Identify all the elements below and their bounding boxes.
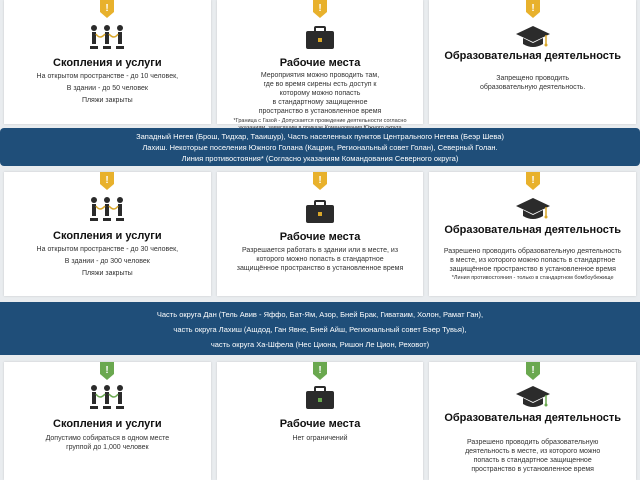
graduation-cap-icon <box>515 384 551 410</box>
gatherings-card-2 <box>4 172 211 296</box>
briefcase-icon <box>305 200 335 224</box>
card-body: На открытом пространстве - до 10 человек, В здании - до 50 человек Пляжи закрыты <box>36 73 179 104</box>
gatherings-card-1 <box>4 0 211 124</box>
briefcase-icon <box>305 26 335 50</box>
region-banner-2 <box>0 302 640 355</box>
svg-text:!: ! <box>531 3 535 14</box>
banner-line: Линия противостояния* (Согласно указаниям Командования Северного округа) <box>181 154 459 163</box>
section1-row <box>0 0 640 124</box>
warning-badge-icon <box>100 172 114 190</box>
banner-line: часть округа Ха-Шфела (Нес Циона, Ришон Ле Цион, Реховот) <box>210 340 430 349</box>
card-body: Запрещено проводить образовательную деятельность. <box>479 75 586 91</box>
svg-text:!: ! <box>105 365 109 376</box>
svg-text:!: ! <box>105 175 109 186</box>
warning-badge-icon <box>526 0 540 18</box>
card-title: Рабочие места <box>279 418 361 430</box>
banner-line: Лахиш. Некоторые поселения Южного Голана (Кацрин, Региональный совет Голан), Северный Голан. <box>142 143 498 152</box>
graduation-cap-icon <box>515 24 551 50</box>
education-card-3 <box>429 362 636 480</box>
card-title: Образовательная деятельность <box>444 50 622 62</box>
region-banner-1 <box>0 128 640 166</box>
card-body: Разрешено проводить образовательную деятельность в месте, из которого можно попасть в стандартное защищённое пространство в установленное время *Линия противостояния - только в стандартном бомбоубежище <box>443 248 622 281</box>
svg-text:!: ! <box>105 3 109 14</box>
workplaces-card-3 <box>217 362 424 480</box>
svg-text:!: ! <box>318 365 322 376</box>
card-body: Разрешается работать в здании или в месте, из которого можно попасть в стандартное защищённое пространство в установленное время <box>236 247 404 272</box>
card-body: Нет ограничений <box>292 435 348 442</box>
ok-badge-icon <box>100 362 114 380</box>
card-body: Мероприятия можно проводить там, где во время сирены есть доступ к которому можно попасть в стандартному защищенное пространство в установленное время *Граница с Газой - Допускается проведение деятельности согласно <box>233 72 407 124</box>
warning-badge-icon <box>100 0 114 18</box>
card-title: Образовательная деятельность <box>444 224 622 236</box>
people-queue-icon <box>87 196 127 222</box>
svg-text:!: ! <box>531 175 535 186</box>
people-queue-icon <box>87 384 127 410</box>
banner-line: часть округа Лахиш (Ашдод, Ган Явне, Бней Айш, Региональный совет Бэер Тувья), <box>173 325 467 334</box>
briefcase-icon <box>305 386 335 410</box>
svg-text:!: ! <box>318 3 322 14</box>
warning-badge-icon <box>313 0 327 18</box>
workplaces-card-2 <box>217 172 424 296</box>
card-body: Разрешено проводить образовательную деятельность в месте, из которого можно попасть в стандартное защищенное пространство в установленное время <box>465 439 601 473</box>
card-title: Скопления и услуги <box>53 57 162 69</box>
workplaces-card-1 <box>217 0 424 124</box>
card-title: Рабочие места <box>279 231 361 243</box>
education-card-1 <box>429 0 636 124</box>
card-title: Рабочие места <box>279 57 361 69</box>
banner-line: Часть округа Дан (Тель Авив - Яффо, Бат-Ям, Азор, Бней Брак, Гиватаим, Холон, Рамат Ган), <box>156 310 484 319</box>
card-title: Образовательная деятельность <box>444 412 622 424</box>
section2-row <box>0 172 640 296</box>
ok-badge-icon <box>526 362 540 380</box>
ok-badge-icon <box>313 362 327 380</box>
warning-badge-icon <box>313 172 327 190</box>
svg-text:!: ! <box>531 365 535 376</box>
warning-badge-icon <box>526 172 540 190</box>
svg-text:!: ! <box>318 175 322 186</box>
people-queue-icon <box>87 24 127 50</box>
card-body: Допустимо собираться в одном месте группой до 1,000 человек <box>45 435 170 451</box>
card-title: Скопления и услуги <box>53 230 162 242</box>
section3-row <box>0 362 640 480</box>
graduation-cap-icon <box>515 196 551 222</box>
card-title: Скопления и услуги <box>53 418 162 430</box>
card-body: На открытом пространстве - до 30 человек, В здании - до 300 человек Пляжи закрыты <box>36 246 179 277</box>
banner-line: Западный Негев (Брош, Тидхар, Тааишур), Часть населенных пунктов Центрального Негева (Беэр Шева) <box>136 132 504 141</box>
gatherings-card-3 <box>4 362 211 480</box>
education-card-2 <box>429 172 636 296</box>
